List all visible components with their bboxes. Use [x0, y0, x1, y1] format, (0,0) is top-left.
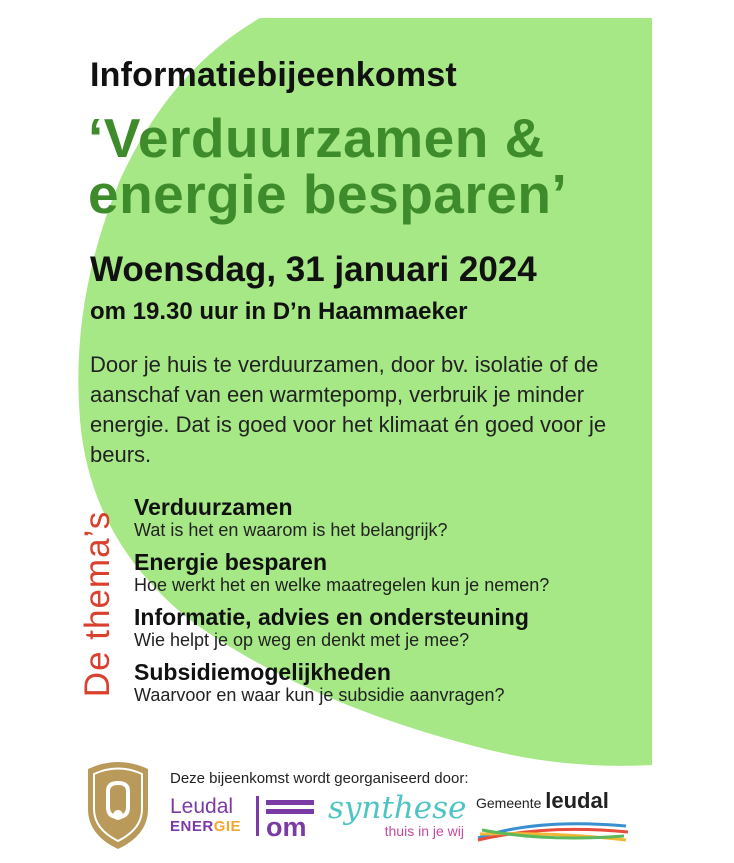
theme-item	[134, 494, 654, 540]
gemeente-leudal-logo	[476, 788, 632, 844]
themes-label: De thema’s	[78, 510, 117, 698]
om-logo-text: om	[266, 812, 307, 840]
synthese-logo-name: synthese	[328, 790, 467, 826]
theme-subtitle: Wie helpt je op weg en denkt met je mee?	[134, 630, 470, 650]
organiser-caption: Deze bijeenkomst wordt georganiseerd door:	[170, 770, 469, 787]
theme-subtitle: Wat is het en waarom is het belangrijk?	[134, 520, 448, 540]
themes-list	[134, 494, 654, 714]
theme-title: Subsidiemogelijkheden	[134, 659, 391, 685]
gemeente-colored-lines	[476, 816, 632, 844]
theme-subtitle: Hoe werkt het en welke maatregelen kun je nemen?	[134, 575, 550, 595]
theme-subtitle: Waarvoor en waar kun je subsidie aanvragen?	[134, 685, 505, 705]
om-logo	[256, 796, 318, 840]
event-time-location: om 19.30 uur in D’n Haammaeker	[90, 298, 468, 325]
leudal-energie-logo-bottom: ENERGIE	[170, 818, 242, 835]
crest-logo	[80, 757, 156, 851]
synthese-logo	[328, 792, 470, 838]
theme-item	[134, 604, 654, 650]
theme-title: Informatie, advies en ondersteuning	[134, 604, 529, 630]
event-title	[88, 107, 688, 225]
intro-paragraph: Door je huis te verduurzamen, door bv. isolatie of de aanschaf van een warmtepomp, verbruik je minder energie. Dat is goed voor het klimaat én goed voor je beurs.	[90, 352, 607, 467]
theme-title: Verduurzamen	[134, 494, 293, 520]
event-date: Woensdag, 31 januari 2024	[90, 250, 537, 289]
theme-item	[134, 659, 654, 705]
theme-item	[134, 549, 654, 595]
event-type-heading: Informatiebijeenkomst	[90, 56, 457, 94]
event-title-line2: energie besparen’	[88, 163, 568, 225]
synthese-tagline: thuis in je wij	[384, 823, 464, 839]
leudal-energie-logo-top: Leudal	[170, 795, 234, 818]
gemeente-leudal-logo-text: Gemeente leudal	[476, 788, 609, 813]
event-title-line1: ‘Verduurzamen &	[88, 107, 545, 169]
theme-title: Energie besparen	[134, 549, 328, 575]
leudal-energie-logo	[170, 796, 258, 836]
